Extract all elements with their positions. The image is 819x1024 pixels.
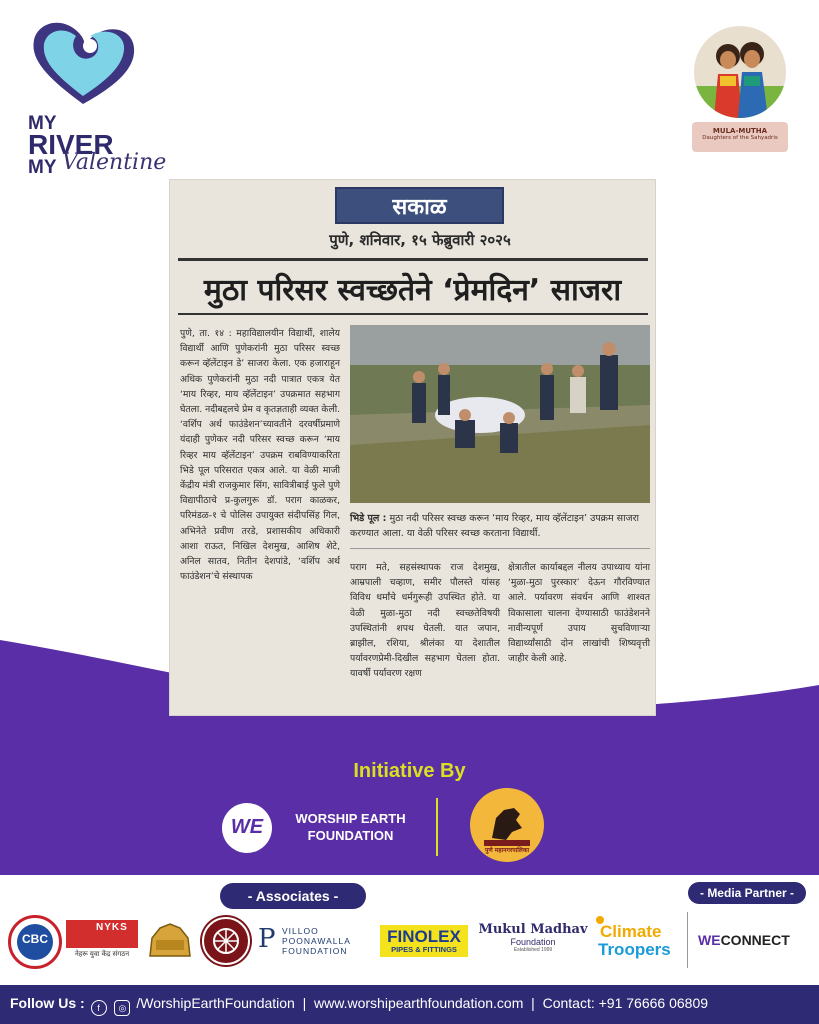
mula-mutha-illustration [694, 26, 786, 118]
initiative-divider [436, 798, 438, 856]
villoo-text: VILLOO POONAWALLA FOUNDATION [282, 926, 351, 956]
worship-earth-logo [222, 803, 272, 853]
brand-my-1: MY [28, 113, 57, 134]
org-name-line-1: WORSHIP EARTH [295, 811, 406, 826]
pmc-text: पुणे महानगरपालिका [484, 847, 530, 854]
newspaper-masthead [335, 187, 504, 224]
social-handle[interactable]: /WorshipEarthFoundation [136, 995, 295, 1011]
photo-caption [350, 511, 650, 541]
pune-municipal-corporation-logo [470, 788, 544, 862]
villoo-poonawalla-logo [258, 922, 370, 962]
associates-label: - Associates - [220, 883, 366, 909]
masthead-title: सकाळ [392, 195, 447, 220]
mula-mutha-logo [690, 22, 790, 157]
mula-mutha-banner [692, 122, 788, 152]
newspaper-clipping [170, 180, 655, 715]
org-name-line-2: FOUNDATION [307, 828, 394, 843]
facebook-icon[interactable]: f [91, 1000, 107, 1016]
villoo-p-mark: P [258, 924, 276, 954]
cbc-text: CBC [22, 932, 48, 946]
we-logo-text: WE [230, 816, 264, 838]
mukul-established: Established 1999 [513, 947, 553, 953]
wheel-emblem-icon [202, 917, 250, 965]
finolex-text: FINOLEX [387, 927, 461, 946]
article-column-1: पुणे, ता. १४ : महाविद्यालयीन विद्यार्थी, शालेय विद्यार्थी आणि पुणेकरांनी मुठा परिसर स्वच्छ करून व्हॅलेंटाइन डे’ साजरा केला. एक हजाराहून अधिक पुणेकरांनी मुठा नदी पात्रात एकत्र येत ‘माय रिव्हर, माय व्हॅलेंटाइन’ उपक्रमात सहभाग घेतला. नदीबद्दलचे प्रेम व कृतज्ञताही व्यक्त केली. ‘वर्शिप अर्थ फाउंडेशन’च्यावतीने दरवर्षीप्रमाणे यंदाही पुणेकर नदी परिसर स्वच्छ करून ‘माय रिव्हर माय व्हॅलेंटाइन’ उपक्रम राबविण्याकरिता भिडे पूल परिसरात एकत्र आले. या वेळी माजी केंद्रीय मंत्री राजकुमार सिंग, सावित्रीबाई फुले पुणे विद्यापीठाचे प्र-कुलगुरू डॉ. पराग काळकर, परिमंडळ-१ चे पोलिस उपायुक्त संदीपसिंह गिल, अभिनेते प्रवीण तरडे, प्रशासकीय अधिकारी आशा राऊत, निखिल देशमुख, आशिष शेटे, अनिल सातव, नितीन देशपांडे, ‘वर्शिप अर्थ फाउंडेशन’चे संस्थापक [180, 328, 340, 583]
my-river-my-valentine-logo [22, 18, 172, 178]
footer-content [10, 995, 815, 1016]
weconnect-rest: CONNECT [720, 932, 790, 948]
news-photo [350, 325, 650, 503]
contact-info: Contact: +91 76666 06809 [542, 995, 709, 1011]
footer-separator: | [531, 995, 535, 1011]
weconnect-logo [698, 932, 790, 948]
worship-earth-name [283, 810, 418, 844]
media-divider [687, 912, 688, 968]
article-column-3: क्षेत्रातील कार्याबद्दल नीलय उपाध्याय यांना ‘मुळा-मुठा पुरस्कार’ देऊन गौरविण्यात आले. पर्यावरण संवर्धन आणि शाश्वत विकासाला चालना देण्यासाठी फाउंडेशनने नावीन्यपूर्ण उपाय सुचविणाऱ्या विद्यार्थ्यांसाठी दोन लाखांची शिष्यवृत्ती जाहीर केली आहे. [508, 562, 650, 665]
nyks-logo [66, 920, 138, 962]
follow-label: Follow Us : [10, 995, 85, 1011]
nyks-subtitle: नेहरू युवा केंद्र संगठन [74, 951, 130, 958]
weconnect-we: WE [698, 932, 721, 948]
climate-troopers-logo [592, 912, 682, 964]
caption-label: भिडे पूल : [350, 513, 387, 524]
mukul-name: Mukul Madhav [478, 922, 588, 937]
media-partner-label: - Media Partner - [688, 882, 806, 904]
heart-river-icon [28, 18, 138, 108]
caption-divider [350, 548, 650, 549]
cbc-logo [8, 915, 62, 969]
brand-river: RIVER [28, 129, 114, 160]
nyks-text: NYKS [96, 922, 128, 933]
caption-text: मुठा नदी परिसर स्वच्छ करून ‘माय रिव्हर, माय व्हॅलेंटाइन’ उपक्रम साजरा करण्यात आला. या वेळी परिसर स्वच्छ करताना विद्यार्थी. [350, 513, 639, 539]
finolex-subtitle: PIPES & FITTINGS [391, 945, 457, 954]
mula-mutha-subtitle: Daughters of the Sahyadris [702, 135, 778, 141]
finolex-logo [380, 925, 468, 957]
website-link[interactable]: www.worshipearthfoundation.com [314, 995, 524, 1011]
troopers-text: Troopers [598, 940, 671, 959]
mukul-madhav-logo [478, 922, 588, 962]
instagram-icon[interactable]: ◎ [114, 1000, 130, 1016]
headline-rule [178, 313, 648, 315]
climate-text: Climate [600, 922, 662, 941]
brand-valentine-script: Valentine [62, 150, 167, 175]
newspaper-headline: मुठा परिसर स्वच्छतेने ‘प्रेमदिन’ साजरा [203, 273, 622, 308]
footer-separator: | [302, 995, 307, 1011]
headline-rule [178, 258, 648, 261]
initiative-title: Initiative By [353, 760, 466, 782]
article-column-2: पराग मते, सहसंस्थापक राज देशमुख, आम्रपाली चव्हाण, समीर पौलस्ते यांसह विविध धर्मांचे धर्मगुरूही उपस्थित होते. या वेळी मुळा-मुठा नदी स्वच्छतेविषयी उपस्थितांनी शपथ घेतली. यात जपान, ब्राझील, रशिया, श्रीलंका या देशातील पर्यावरणप्रेमी-दिखील सहभाग घेतला होता. यावर्षी पर्यावरण रक्षण [350, 562, 500, 680]
mukul-foundation: Foundation [510, 937, 556, 947]
mula-mutha-title: MULA-MUTHA [712, 127, 768, 135]
state-emblem-icon [146, 920, 194, 960]
brand-my-2: MY [28, 157, 57, 178]
newspaper-dateline: पुणे, शनिवार, १५ फेब्रुवारी २०२५ [329, 231, 511, 249]
